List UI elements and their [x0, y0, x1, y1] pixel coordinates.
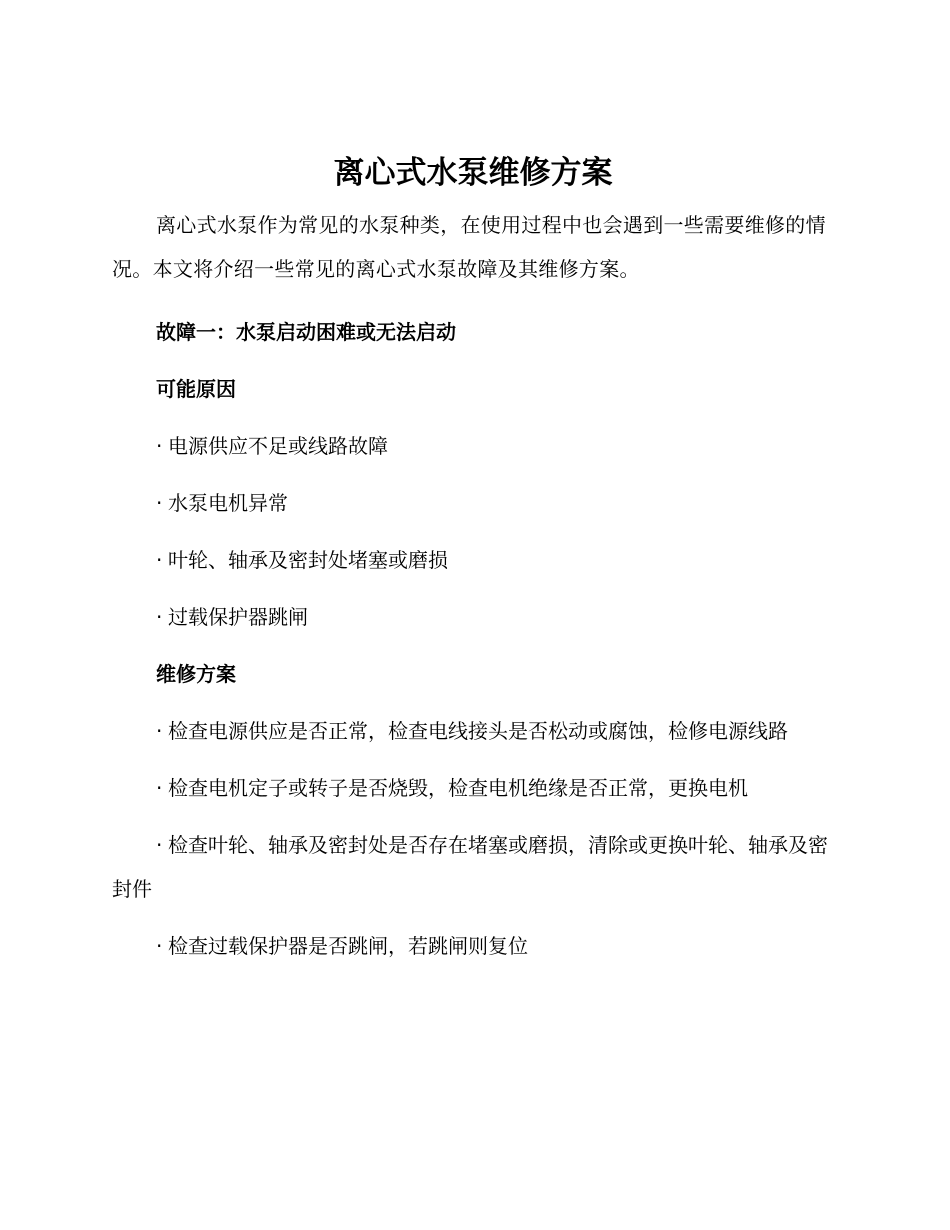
repair-item: [112, 760, 834, 817]
bullet-icon: ·: [156, 833, 163, 857]
cause-item-text: 水泵电机异常: [168, 491, 288, 515]
bullet-icon: ·: [156, 605, 163, 629]
cause-item: [112, 475, 834, 532]
cause-item-text: 过载保护器跳闸: [168, 605, 308, 629]
cause-item: [112, 589, 834, 646]
cause-item: [112, 418, 834, 475]
intro-paragraph: 离心式水泵作为常见的水泵种类，在使用过程中也会遇到一些需要维修的情况。本文将介绍一些常见的离心式水泵故障及其维修方案。: [112, 213, 826, 281]
repair-item-text: 检查电源供应是否正常，检查电线接头是否松动或腐蚀，检修电源线路: [168, 719, 788, 743]
document-body: [112, 148, 834, 975]
bullet-icon: ·: [156, 719, 163, 743]
bullet-icon: ·: [156, 776, 163, 800]
bullet-icon: ·: [156, 491, 163, 515]
cause-item-text: 叶轮、轴承及密封处堵塞或磨损: [168, 548, 448, 572]
repair-item: [112, 823, 834, 911]
fault-heading: 故障一：水泵启动困难或无法启动: [156, 320, 456, 344]
repair-item-text: 检查叶轮、轴承及密封处是否存在堵塞或磨损，清除或更换叶轮、轴承及密封件: [112, 833, 828, 901]
repair-heading: 维修方案: [156, 662, 236, 686]
repair-item-text: 检查电机定子或转子是否烧毁，检查电机绝缘是否正常，更换电机: [168, 776, 748, 800]
page-title: 离心式水泵维修方案: [333, 155, 613, 191]
repair-item: [112, 709, 834, 753]
bullet-icon: ·: [156, 548, 163, 572]
repair-item: [112, 918, 834, 975]
bullet-icon: ·: [156, 934, 163, 958]
cause-item-text: 电源供应不足或线路故障: [168, 434, 388, 458]
causes-heading: 可能原因: [156, 377, 236, 401]
bullet-icon: ·: [156, 434, 163, 458]
cause-item: [112, 532, 834, 589]
repair-item-text: 检查过载保护器是否跳闸，若跳闸则复位: [168, 934, 528, 958]
